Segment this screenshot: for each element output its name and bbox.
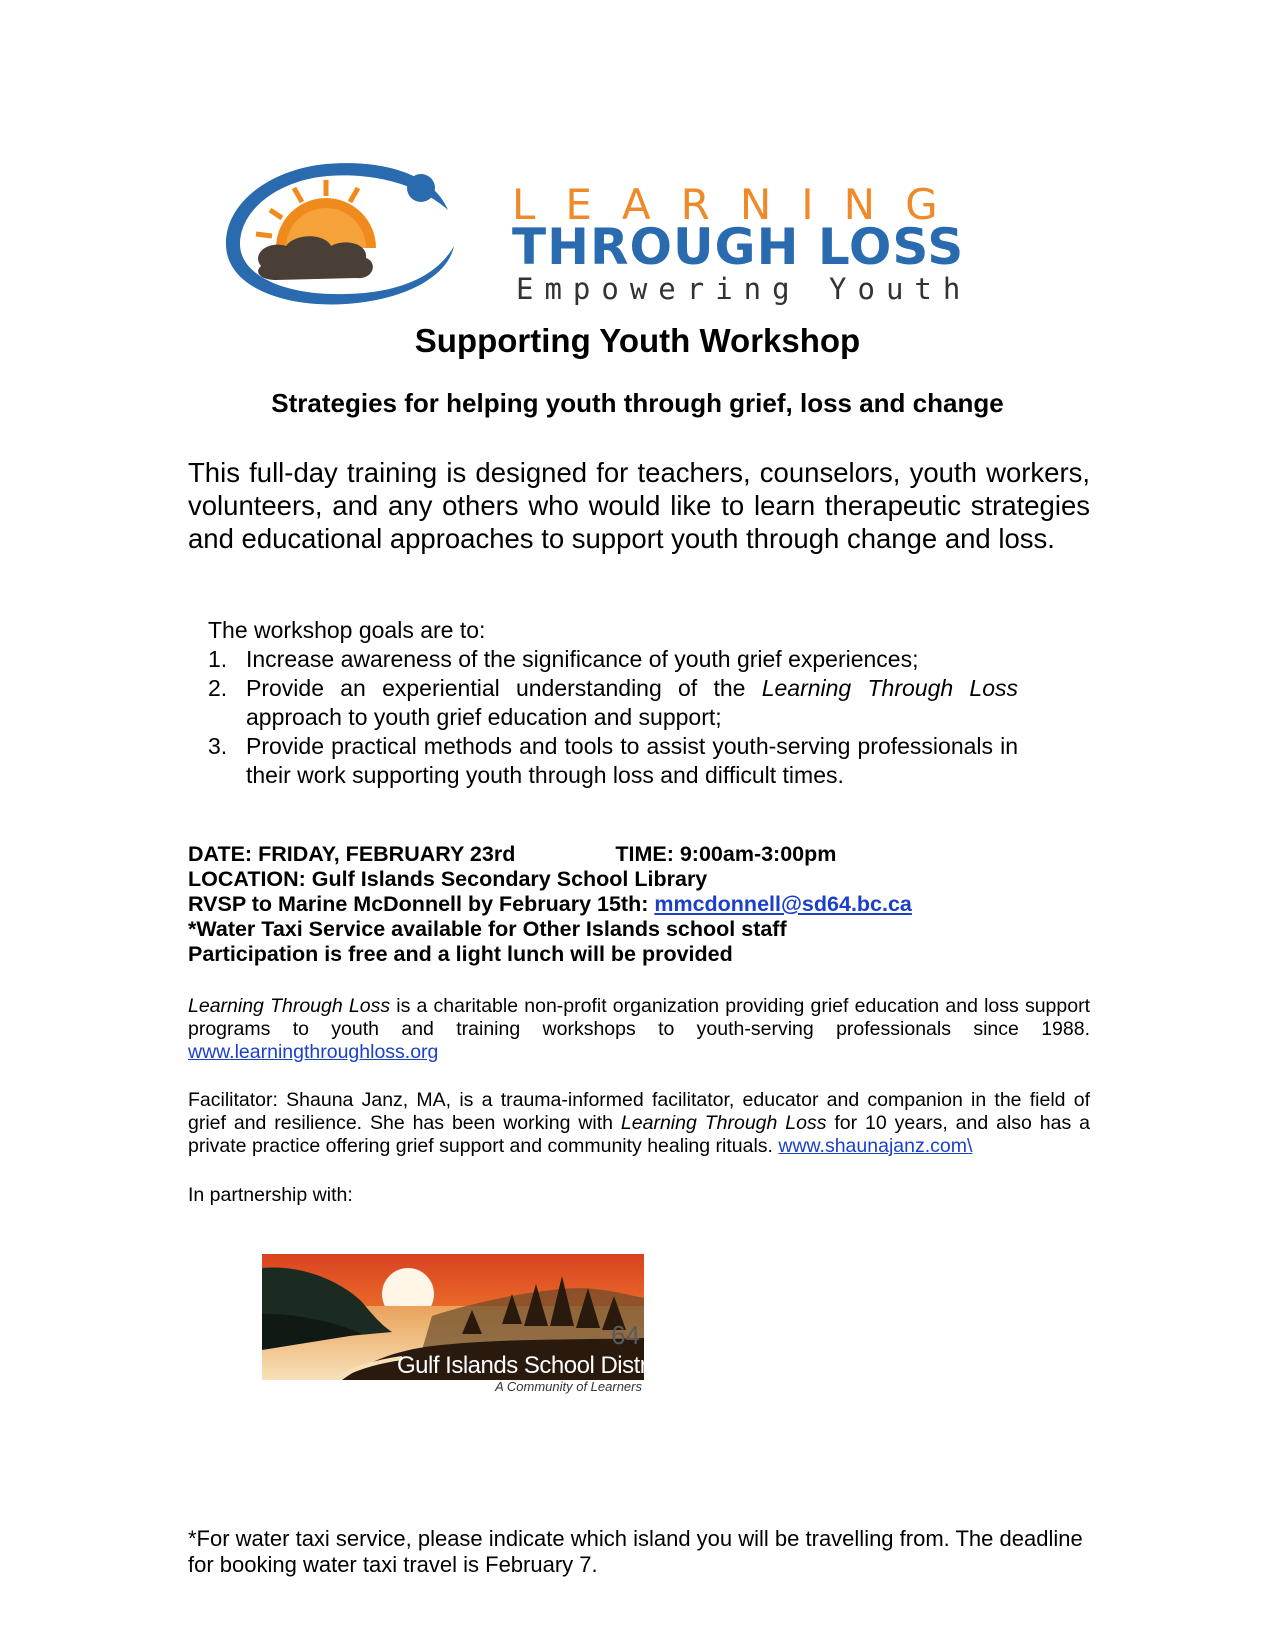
water-taxi-footnote: *For water taxi service, please indicate which island you will be travelling from. The deadline for booking water taxi travel is February 7. <box>188 1526 1083 1577</box>
logo-tagline: Empowering Youth <box>516 272 972 306</box>
sun-cloud-emblem-icon <box>216 158 506 310</box>
water-taxi-note: *Water Taxi Service available for Other Islands school staff <box>188 917 787 941</box>
partnership-label: In partnership with: <box>188 1184 353 1206</box>
goal-text: Provide practical methods and tools to assist youth-serving professionals in their work supporting youth through loss and difficult times. <box>246 733 1018 788</box>
goals-list <box>208 645 1018 790</box>
about-paragraph <box>188 995 1090 1064</box>
goals-intro: The workshop goals are to: <box>208 617 486 643</box>
goal-number: 3. <box>208 733 228 759</box>
page-title: Supporting Youth Workshop <box>414 322 861 359</box>
district-number: 64 <box>611 1320 640 1350</box>
goal-text-post: approach to youth grief education and support; <box>246 704 722 730</box>
gisd-logo <box>262 1254 670 1394</box>
event-date: DATE: FRIDAY, FEBRUARY 23rd <box>188 842 516 866</box>
goal-number: 2. <box>208 675 228 701</box>
logo-word-through-loss: THROUGH LOSS <box>512 218 965 276</box>
district-tagline: A Community of Learners <box>495 1379 642 1394</box>
facilitator-org: Learning Through Loss <box>620 1112 827 1134</box>
page-subtitle: Strategies for helping youth through grief, loss and change <box>271 388 1004 418</box>
org-website-link[interactable]: www.learningthroughloss.org <box>188 1041 439 1063</box>
goal-text: Increase awareness of the significance of youth grief experiences; <box>246 646 919 672</box>
goal-text-emphasis: Learning Through Loss <box>761 675 1018 701</box>
rsvp-line <box>188 892 912 917</box>
about-text: is a charitable non-profit organization providing grief education and loss support programs to youth and training workshops to youth-serving professionals since 1988. <box>188 995 1090 1040</box>
participation-note: Participation is free and a light lunch will be provided <box>188 942 733 966</box>
facilitator-website-link[interactable]: www.shaunajanz.com\ <box>778 1135 973 1157</box>
intro-paragraph: This full-day training is designed for teachers, counselors, youth workers, volunteers, and any others who would like to learn therapeutic strategies and educational approaches to support youth through change and loss. <box>188 457 1090 554</box>
date-time-line <box>188 842 912 867</box>
event-location: LOCATION: Gulf Islands Secondary School Library <box>188 867 708 891</box>
rsvp-text: RVSP to Marine McDonnell by February 15th: <box>188 892 655 916</box>
district-name: Gulf Islands School District <box>397 1352 670 1379</box>
event-details <box>188 842 912 967</box>
logo-word-learning: LEARNING <box>512 180 968 229</box>
goal-item <box>208 732 1018 790</box>
rsvp-email-link[interactable]: mmcdonnell@sd64.bc.ca <box>654 892 912 916</box>
event-time: TIME: 9:00am-3:00pm <box>615 842 837 866</box>
org-name: Learning Through Loss <box>188 995 391 1017</box>
facilitator-paragraph <box>188 1089 1090 1158</box>
facilitator-text-pre: Facilitator: Shauna Janz, MA, is a trauma-informed facilitator, educator and companion in the field of grief and resilience. She has been working with <box>188 1089 1090 1134</box>
facilitator-text-post: for 10 years, and also has a private practice offering grief support and community healing rituals. <box>188 1112 1090 1157</box>
ltl-logo <box>216 158 1058 310</box>
goal-text-pre: Provide an experiential understanding of the <box>246 675 762 701</box>
workshop-goals <box>208 616 1018 790</box>
goal-item <box>208 674 1018 732</box>
goal-number: 1. <box>208 646 228 672</box>
goal-item <box>208 645 1018 674</box>
